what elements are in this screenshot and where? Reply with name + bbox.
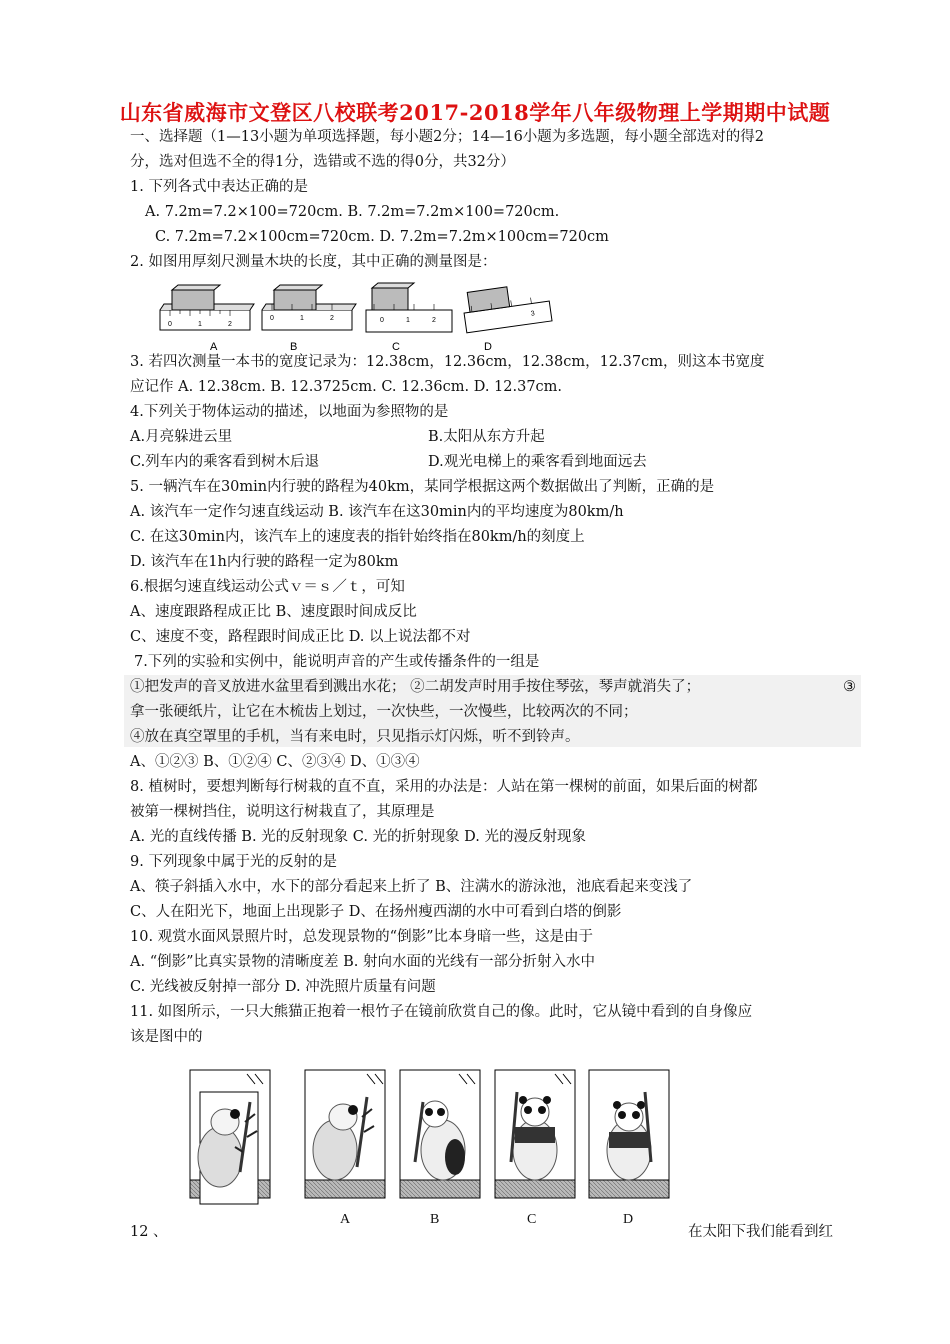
q4-option-a: A.月亮躲进云里 xyxy=(130,429,233,445)
ruler-b-tick-1: 1 xyxy=(300,315,304,322)
q8-line-1: 8. 植树时，要想判断每行树栽的直不直，采用的办法是：人站在第一棵树的前面，如果后面的树都 xyxy=(130,779,758,795)
q6-stem: 6.根据匀速直线运动公式ｖ＝ｓ／ｔ，可知 xyxy=(130,579,405,595)
section-intro-line-2: 分，选对但选不全的得1分，选错或不选的得0分，共32分） xyxy=(130,154,515,170)
q2-stem: 2. 如图用厚刻尺测量木块的长度，其中正确的测量图是： xyxy=(130,254,497,270)
q7-item-1-2: ①把发声的音叉放进水盆里看到溅出水花； ②二胡发声时用手按住琴弦，琴声就消失了； xyxy=(130,679,701,695)
q2-label-b: B xyxy=(290,341,298,353)
q2-label-c: C xyxy=(392,341,400,353)
q8-line-2: 被第一棵树挡住，说明这行树栽直了，其原理是 xyxy=(130,804,435,820)
ruler-figure-d xyxy=(461,281,552,333)
q4-option-c: C.列车内的乘客看到树木后退 xyxy=(130,454,320,470)
q5-options-ab: A. 该汽车一定作匀速直线运动 B. 该汽车在这30min内的平均速度为80km/h xyxy=(130,504,624,520)
ruler-d-tick-3: 3 xyxy=(530,310,536,318)
panda-option-c xyxy=(495,1070,575,1198)
panda-option-b xyxy=(400,1070,480,1198)
q11-label-a: A xyxy=(340,1212,351,1227)
q2-label-a: A xyxy=(210,341,218,353)
q6-options-cd: C、速度不变，路程跟时间成正比 D. 以上说法都不对 xyxy=(130,629,471,645)
q5-stem: 5. 一辆汽车在30min内行驶的路程为40km，某同学根据这两个数据做出了判断，正确的是 xyxy=(130,479,715,495)
ruler-a-tick-1: 1 xyxy=(198,321,202,328)
panda-option-d xyxy=(589,1070,669,1198)
q11-label-c: C xyxy=(527,1212,537,1227)
q4-option-b: B.太阳从东方升起 xyxy=(428,429,545,445)
ruler-a-tick-2: 2 xyxy=(228,321,232,328)
q9-options-ab: A、筷子斜插入水中，水下的部分看起来上折了 B、注满水的游泳池，池底看起来变浅了 xyxy=(130,879,693,895)
q11-line-2: 该是图中的 xyxy=(130,1029,203,1045)
q5-option-d: D. 该汽车在1h内行驶的路程一定为80km xyxy=(130,554,399,570)
q3-line-1: 3. 若四次测量一本书的宽度记录为：12.38cm，12.36cm，12.38cm，12.37cm，则这本书宽度 xyxy=(130,354,765,370)
ruler-figure-b xyxy=(262,285,356,330)
q1-stem: 1. 下列各式中表达正确的是 xyxy=(130,179,308,195)
q1-options-ab: A. 7.2m=7.2×100=720cm. B. 7.2m=7.2m×100=720cm. xyxy=(145,204,560,220)
q2-ruler-figures xyxy=(150,280,560,355)
panda-original xyxy=(190,1070,270,1204)
q4-option-d: D.观光电梯上的乘客看到地面远去 xyxy=(428,454,647,470)
q3-line-2: 应记作 A. 12.38cm. B. 12.3725cm. C. 12.36cm. D. 12.37cm. xyxy=(130,379,563,395)
q11-line-1: 11. 如图所示，一只大熊猫正抱着一根竹子在镜前欣赏自己的像。此时，它从镜中看到的自身像应 xyxy=(130,1004,753,1020)
q7-item-3-mark: ③ xyxy=(843,679,856,695)
q7-item-4: ④放在真空罩里的手机，当有来电时，只见指示灯闪烁，听不到铃声。 xyxy=(130,729,580,745)
q9-stem: 9. 下列现象中属于光的反射的是 xyxy=(130,854,337,870)
ruler-figure-a xyxy=(160,285,254,330)
ruler-c-tick-2: 2 xyxy=(432,317,436,324)
q10-options-ab: A. “倒影”比真实景物的清晰度差 B. 射向水面的光线有一部分折射入水中 xyxy=(130,954,595,970)
q7-options: A、①②③ B、①②④ C、②③④ D、①③④ xyxy=(130,754,420,770)
ruler-c-tick-1: 1 xyxy=(406,317,410,324)
q10-options-cd: C. 光线被反射掉一部分 D. 冲洗照片质量有问题 xyxy=(130,979,436,995)
q11-label-b: B xyxy=(430,1212,440,1227)
ruler-figure-c xyxy=(366,283,452,332)
q4-stem: 4.下列关于物体运动的描述，以地面为参照物的是 xyxy=(130,404,449,420)
ruler-c-tick-0: 0 xyxy=(380,317,384,324)
q1-options-cd: C. 7.2m=7.2×100cm=720cm. D. 7.2m=7.2m×100cm=720cm xyxy=(155,229,609,245)
q11-label-d: D xyxy=(623,1212,634,1227)
q12-number: 12 、 xyxy=(130,1224,168,1240)
q7-item-3: 拿一张硬纸片，让它在木梳齿上划过，一次快些，一次慢些，比较两次的不同； xyxy=(130,704,638,720)
q11-panda-figures xyxy=(185,1062,680,1212)
ruler-b-tick-2: 2 xyxy=(330,315,334,322)
panda-option-a xyxy=(305,1070,385,1198)
ruler-b-tick-0: 0 xyxy=(270,315,274,322)
q12-text: 在太阳下我们能看到红 xyxy=(688,1224,833,1240)
q10-stem: 10. 观赏水面风景照片时，总发现景物的“倒影”比本身暗一些，这是由于 xyxy=(130,929,593,945)
page-title: 山东省威海市文登区八校联考2017-2018学年八年级物理上学期期中试题 xyxy=(119,100,831,125)
q5-option-c: C. 在这30min内，该汽车上的速度表的指针始终指在80km/h的刻度上 xyxy=(130,529,585,545)
q2-label-d: D xyxy=(484,341,492,353)
q9-options-cd: C、人在阳光下，地面上出现影子 D、在扬州瘦西湖的水中可看到白塔的倒影 xyxy=(130,904,622,920)
q8-options: A. 光的直线传播 B. 光的反射现象 C. 光的折射现象 D. 光的漫反射现象 xyxy=(130,829,587,845)
section-intro-line-1: 一、选择题（1—13小题为单项选择题，每小题2分；14—16小题为多选题，每小题全部选对的得2 xyxy=(130,129,765,145)
q6-options-ab: A、速度跟路程成正比 B、速度跟时间成反比 xyxy=(130,604,417,620)
ruler-a-tick-0: 0 xyxy=(168,321,172,328)
q7-stem: 7.下列的实验和实例中，能说明声音的产生或传播条件的一组是 xyxy=(134,654,540,670)
